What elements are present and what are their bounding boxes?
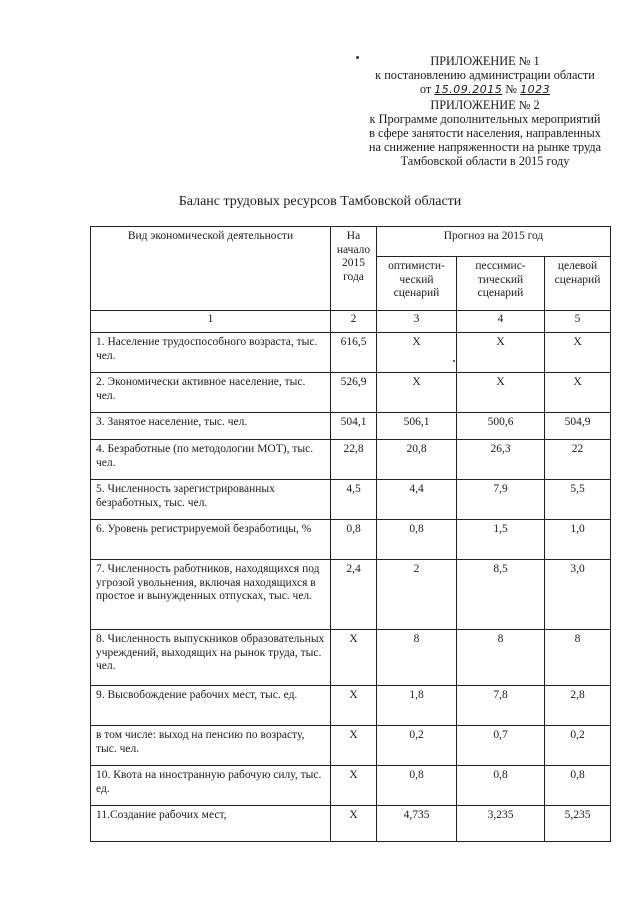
cell-pessimistic: 0,7 bbox=[457, 726, 545, 766]
cell-target: 22 bbox=[545, 440, 611, 480]
cell-optimistic: 4,4 bbox=[377, 480, 457, 520]
cell-pessimistic: 8 bbox=[457, 630, 545, 686]
appendix-2-title: ПРИЛОЖЕНИЕ № 2 bbox=[430, 97, 540, 112]
cell-optimistic: 0,8 bbox=[377, 766, 457, 806]
cell-pessimistic: 500,6 bbox=[457, 413, 545, 440]
program-line-1: к Программе дополнительных мероприятий bbox=[369, 111, 601, 126]
cell-optimistic: 20,8 bbox=[377, 440, 457, 480]
row-label: 8. Численность выпускников образовательных учреждений, выходящих на рынок труда, тыс. чел. bbox=[91, 630, 331, 686]
row-label: 3. Занятое население, тыс. чел. bbox=[91, 413, 331, 440]
table-row bbox=[91, 766, 611, 806]
cell-pessimistic: 26,3 bbox=[457, 440, 545, 480]
row-label: 2. Экономически активное население, тыс. чел. bbox=[91, 373, 331, 413]
cell-pessimistic: 1,5 bbox=[457, 520, 545, 560]
cell-optimistic: 506,1 bbox=[377, 413, 457, 440]
cell-start: X bbox=[331, 806, 377, 842]
row-label: 6. Уровень регистрируемой безработицы, % bbox=[91, 520, 331, 560]
handwritten-number: 1023 bbox=[520, 83, 551, 97]
table-row bbox=[91, 333, 611, 373]
program-line-3: на снижение напряженности на рынке труда bbox=[368, 140, 602, 155]
row-label: 4. Безработные (по методологии МОТ), тыс. чел. bbox=[91, 440, 331, 480]
program-line-2: в сфере занятости населения, направленных bbox=[369, 126, 601, 141]
cell-target: 1,0 bbox=[545, 520, 611, 560]
cell-optimistic: X bbox=[377, 373, 457, 413]
row-label: 9. Высвобождение рабочих мест, тыс. ед. bbox=[91, 686, 331, 726]
cell-target: 2,8 bbox=[545, 686, 611, 726]
cell-start: X bbox=[331, 726, 377, 766]
table-row bbox=[91, 806, 611, 842]
table-row bbox=[91, 520, 611, 560]
column-header-pessimistic: пессимис-тический сценарий bbox=[457, 257, 545, 311]
program-line-4: Тамбовской области в 2015 году bbox=[400, 154, 570, 169]
cell-optimistic: 0,2 bbox=[377, 726, 457, 766]
cell-optimistic: X bbox=[377, 333, 457, 373]
row-label: 10. Квота на иностранную рабочую силу, тыс. ед. bbox=[91, 766, 331, 806]
table-row bbox=[91, 413, 611, 440]
column-header-start: На начало 2015 года bbox=[331, 227, 377, 311]
cell-target: 8 bbox=[545, 630, 611, 686]
cell-pessimistic: 7,9 bbox=[457, 480, 545, 520]
cell-target: 504,9 bbox=[545, 413, 611, 440]
cell-pessimistic: 7,8 bbox=[457, 686, 545, 726]
cell-optimistic: 8 bbox=[377, 630, 457, 686]
cell-target: 0,8 bbox=[545, 766, 611, 806]
cell-start: 4,5 bbox=[331, 480, 377, 520]
table-row bbox=[91, 686, 611, 726]
date-prefix: от bbox=[419, 82, 432, 97]
table-row bbox=[91, 440, 611, 480]
table-row bbox=[91, 630, 611, 686]
cell-start: 2,4 bbox=[331, 560, 377, 630]
row-label: 11.Создание рабочих мест, bbox=[91, 806, 331, 842]
cell-target: 5,5 bbox=[545, 480, 611, 520]
column-number: 5 bbox=[545, 311, 611, 333]
cell-start: 22,8 bbox=[331, 440, 377, 480]
cell-target: X bbox=[545, 373, 611, 413]
cell-pessimistic: X bbox=[457, 373, 545, 413]
column-number: 1 bbox=[91, 311, 331, 333]
table-row bbox=[91, 373, 611, 413]
cell-start: X bbox=[331, 630, 377, 686]
cell-target: 5,235 bbox=[545, 806, 611, 842]
cell-pessimistic: 3,235 bbox=[457, 806, 545, 842]
column-number: 4 bbox=[457, 311, 545, 333]
table-row bbox=[91, 480, 611, 520]
cell-start: X bbox=[331, 686, 377, 726]
column-header-optimistic: оптимисти-ческий сценарий bbox=[377, 257, 457, 311]
appendix-1-title: ПРИЛОЖЕНИЕ № 1 bbox=[430, 54, 540, 68]
cell-start: X bbox=[331, 766, 377, 806]
table-row bbox=[91, 560, 611, 630]
cell-start: 616,5 bbox=[331, 333, 377, 373]
cell-start: 526,9 bbox=[331, 373, 377, 413]
cell-pessimistic: X bbox=[457, 333, 545, 373]
document-title: Баланс трудовых ресурсов Тамбовской области bbox=[178, 194, 462, 209]
cell-target: 3,0 bbox=[545, 560, 611, 630]
row-label: 7. Численность работников, находящихся под угрозой увольнения, включая находящихся в простое и вынужденных отпусках, тыс. чел. bbox=[91, 560, 331, 630]
cell-optimistic: 0,8 bbox=[377, 520, 457, 560]
row-label: 1. Население трудоспособного возраста, тыс. чел. bbox=[91, 333, 331, 373]
row-label: 5. Численность зарегистрированных безработных, тыс. чел. bbox=[91, 480, 331, 520]
cell-optimistic: 4,735 bbox=[377, 806, 457, 842]
row-label: в том числе: выход на пенсию по возрасту, тыс. чел. bbox=[91, 726, 331, 766]
number-sign: № bbox=[505, 82, 518, 97]
cell-pessimistic: 8,5 bbox=[457, 560, 545, 630]
column-header-activity: Вид экономической деятельности bbox=[91, 227, 331, 311]
appendix-1-subtitle: к постановлению администрации области bbox=[375, 68, 595, 83]
handwritten-date: 15.09.2015 bbox=[434, 83, 503, 97]
table-row bbox=[91, 726, 611, 766]
column-number: 2 bbox=[331, 311, 377, 333]
cell-target: 0,2 bbox=[545, 726, 611, 766]
document-header bbox=[340, 54, 630, 169]
column-number: 3 bbox=[377, 311, 457, 333]
cell-optimistic: 2 bbox=[377, 560, 457, 630]
cell-pessimistic: 0,8 bbox=[457, 766, 545, 806]
cell-start: 0,8 bbox=[331, 520, 377, 560]
column-number-row bbox=[91, 311, 611, 333]
cell-start: 504,1 bbox=[331, 413, 377, 440]
labor-balance-table bbox=[90, 226, 611, 842]
resolution-date-line bbox=[340, 82, 630, 97]
column-header-forecast: Прогноз на 2015 год bbox=[377, 227, 611, 257]
cell-target: X bbox=[545, 333, 611, 373]
cell-optimistic: 1,8 bbox=[377, 686, 457, 726]
column-header-target: целевой сценарий bbox=[545, 257, 611, 311]
